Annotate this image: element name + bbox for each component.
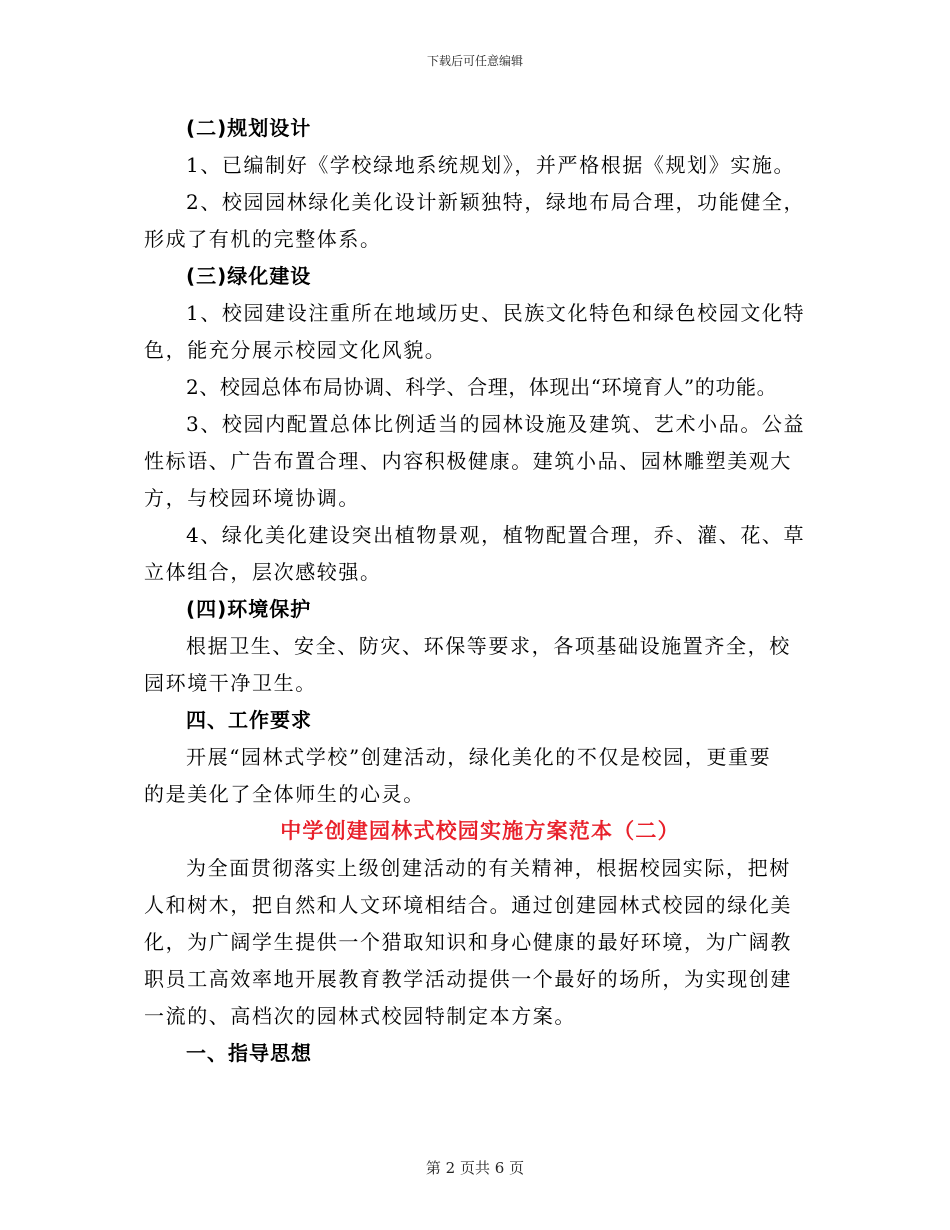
paragraph-line: 为全面贯彻落实上级创建活动的有关精神，根据校园实际，把树 xyxy=(186,856,791,880)
paragraph-line: 开展“园林式学校”创建活动，绿化美化的不仅是校园，更重要 xyxy=(186,745,772,769)
paragraph-line: 方，与校园环境协调。 xyxy=(144,486,360,510)
section-heading-requirements: 四、工作要求 xyxy=(186,708,312,732)
paragraph-line: 1、校园建设注重所在地域历史、民族文化特色和绿色校园文化特 xyxy=(186,301,806,325)
paragraph-line: 性标语、广告布置合理、内容积极健康。建筑小品、园林雕塑美观大 xyxy=(144,449,792,473)
paragraph-line: 根据卫生、安全、防灾、环保等要求，各项基础设施置齐全，校 xyxy=(186,634,791,658)
paragraph-line: 人和树木，把自然和人文环境相结合。通过创建园林式校园的绿化美 xyxy=(144,893,792,917)
section-heading-environment: (四)环境保护 xyxy=(186,597,312,621)
section-heading-planning: (二)规划设计 xyxy=(186,116,312,140)
paragraph-line: 形成了有机的完整体系。 xyxy=(144,227,382,251)
paragraph-line: 1、已编制好《学校绿地系统规划》，并严格根据《规划》实施。 xyxy=(186,153,796,177)
document-body xyxy=(144,110,816,1072)
page-footer: 第 2 页共 6 页 xyxy=(425,1159,525,1177)
paragraph-line: 色，能充分展示校园文化风貌。 xyxy=(144,338,447,362)
paragraph-line: 2、校园总体布局协调、科学、合理，体现出“环境育人”的功能。 xyxy=(186,375,778,399)
section-heading-greening: (三)绿化建设 xyxy=(186,264,312,288)
paragraph-line: 园环境干净卫生。 xyxy=(144,671,317,695)
page-header: 下载后可任意编辑 xyxy=(426,54,523,68)
paragraph-line: 化，为广阔学生提供一个猎取知识和身心健康的最好环境，为广阔教 xyxy=(144,930,792,954)
paragraph-line: 2、校园园林绿化美化设计新颖独特，绿地布局合理，功能健全， xyxy=(186,190,806,214)
paragraph-line: 的是美化了全体师生的心灵。 xyxy=(144,782,425,806)
paragraph-line: 3、校园内配置总体比例适当的园林设施及建筑、艺术小品。公益 xyxy=(186,412,806,436)
paragraph-line: 4、绿化美化建设突出植物景观，植物配置合理，乔、灌、花、草 xyxy=(186,523,806,547)
paragraph-line: 职员工高效率地开展教育教学活动提供一个最好的场所，为实现创建 xyxy=(144,967,792,991)
section-heading-guiding-thought: 一、指导思想 xyxy=(186,1041,312,1065)
paragraph-line: 一流的、高档次的园林式校园特制定本方案。 xyxy=(144,1004,576,1028)
document-title: 中学创建园林式校园实施方案范本（二） xyxy=(280,819,680,843)
paragraph-line: 立体组合，层次感较强。 xyxy=(144,560,382,584)
